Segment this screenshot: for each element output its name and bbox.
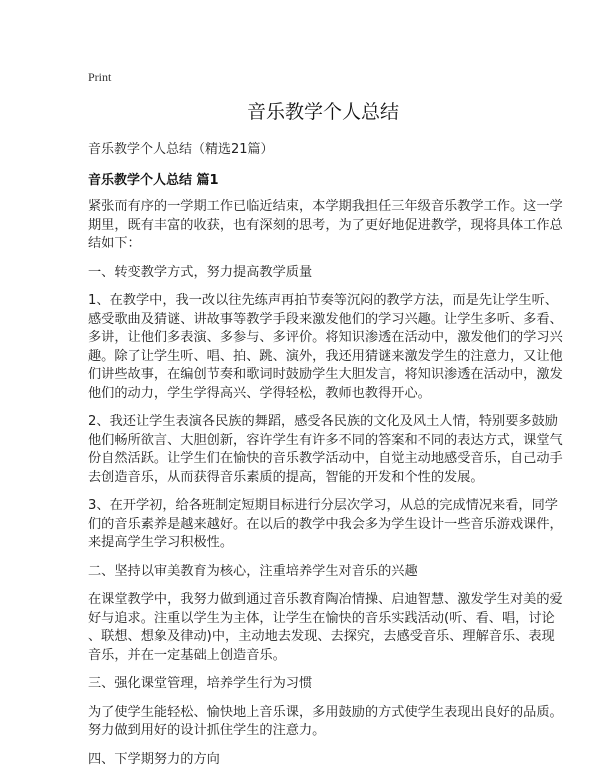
text-line: 他们畅所欲言、大胆创新，容许学生有许多不同的答案和不同的表达方式，课堂气 bbox=[88, 432, 563, 448]
text-line: 结如下： bbox=[88, 236, 141, 251]
text-line: 去创造音乐，从而获得音乐素质的提高，智能的开发和个性的发展。 bbox=[88, 469, 484, 485]
text-line: 好与追求。注重以学生为主体，让学生在愉快的音乐实践活动(听、看、唱，讨论 bbox=[88, 610, 555, 626]
text-line: 感受歌曲及猜谜、讲故事等教学手段来激发他们的学习兴趣。让学生多听、多看、 bbox=[88, 311, 563, 327]
paragraph bbox=[88, 413, 563, 487]
document-title: 音乐教学个人总结 bbox=[246, 101, 399, 123]
text-line: 音乐，并在一定基础上创造音乐。 bbox=[88, 647, 286, 663]
text-line: 一、转变教学方式，努力提高教学质量 bbox=[88, 264, 313, 280]
text-line: 二、坚持以审美教育为核心，注重培养学生对音乐的兴趣 bbox=[88, 563, 418, 579]
section-heading: 音乐教学个人总结 篇1 bbox=[88, 173, 219, 188]
print-link[interactable]: Print bbox=[88, 70, 112, 84]
text-line: 份自然活跃。让学生们在愉快的音乐教学活动中，自觉主动地感受音乐，自己动手 bbox=[88, 451, 563, 466]
text-line: 期里，既有丰富的收获，也有深刻的思考，为了更好地促进教学，现将具体工作总 bbox=[88, 217, 563, 233]
text-line: 紧张而有序的一学期工作已临近结束，本学期我担任三年级音乐教学工作。这一学 bbox=[88, 199, 563, 214]
text-line: 来提高学生学习积极性。 bbox=[88, 535, 234, 550]
text-line: 们讲些故事，在编创节奏和歌词时鼓励学生大胆发言，将知识渗透在活动中，激发 bbox=[88, 367, 563, 382]
text-line: 2、我还让学生表演各民族的舞蹈，感受各民族的文化及风土人情，特别要多鼓励 bbox=[88, 414, 558, 429]
paragraph bbox=[88, 198, 563, 254]
document-subtitle: 音乐教学个人总结（精选21篇） bbox=[88, 142, 274, 157]
text-line: 们的音乐素养是越来越好。在以后的教学中我会多为学生设计一些音乐游戏课件， bbox=[88, 516, 563, 532]
text-line: 1、在教学中，我一改以往先练声再拍节奏等沉闷的教学方法，而是先让学生听、 bbox=[88, 293, 558, 308]
paragraph bbox=[88, 497, 563, 553]
text-line: 为了使学生能轻松、愉快地上音乐课，多用鼓励的方式使学生表现出良好的品质。 bbox=[88, 704, 563, 720]
text-line: 在课堂教学中，我努力做到通过音乐教育陶冶情操、启迪智慧、激发学生对美的爱 bbox=[88, 592, 563, 607]
text-line: 趣。除了让学生听、唱、拍、跳、演外，我还用猜谜来激发学生的注意力，又让他 bbox=[88, 348, 563, 364]
text-line: 努力做到用好的设计抓住学生的注意力。 bbox=[88, 723, 326, 738]
text-line: 他们的动力，学生学得高兴、学得轻松，教师也教得开心。 bbox=[88, 385, 431, 401]
section-subheading bbox=[88, 264, 518, 283]
document-body bbox=[88, 198, 563, 769]
section-subheading bbox=[88, 675, 518, 694]
text-line: 、联想、想象及律动)中，主动地去发现、去探究，去感受音乐、理解音乐、表现 bbox=[88, 629, 555, 644]
paragraph bbox=[88, 292, 563, 403]
paragraph bbox=[88, 591, 563, 665]
text-line: 多讲，让他们多表演、多参与、多评价。将知识渗透在活动中，激发他们的学习兴 bbox=[88, 330, 563, 345]
text-line: 四、下学期努力的方向 bbox=[88, 751, 220, 767]
section-subheading bbox=[88, 751, 518, 770]
document-page bbox=[88, 70, 563, 779]
text-line: 3、在开学初，给各班制定短期目标进行分层次学习，从总的完成情况来看，同学 bbox=[88, 498, 558, 513]
section-subheading bbox=[88, 563, 518, 582]
text-line: 三、强化课堂管理，培养学生行为习惯 bbox=[88, 676, 313, 691]
paragraph bbox=[88, 704, 563, 741]
